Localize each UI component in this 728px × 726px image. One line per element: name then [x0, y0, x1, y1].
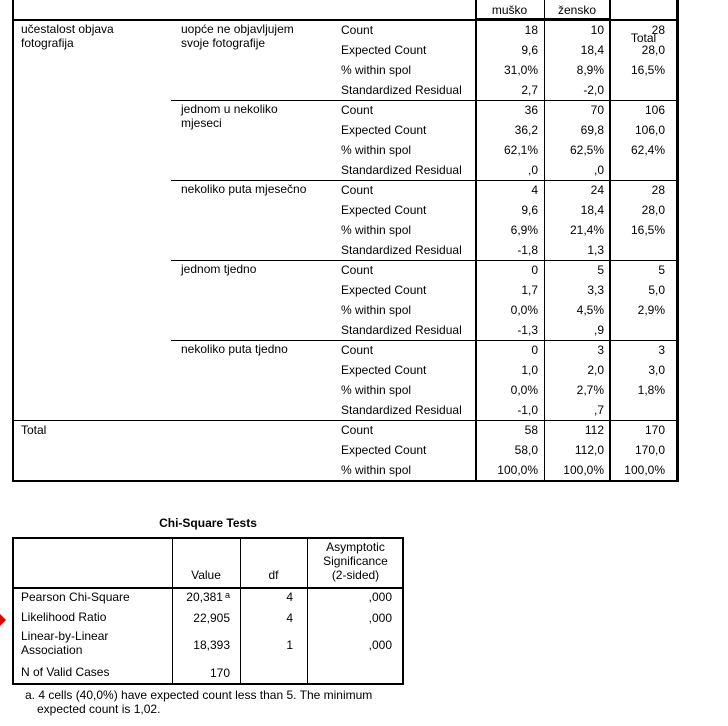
stat-label: Expected Count — [341, 363, 427, 377]
data-cell: 1,8% — [637, 383, 665, 397]
data-cell: 0,0% — [510, 383, 538, 397]
test-df: 4 — [286, 590, 293, 604]
group-divider — [171, 260, 677, 261]
group-divider — [171, 100, 677, 101]
table-left-border — [12, 0, 14, 482]
test-value — [172, 638, 230, 652]
data-cell: ,7 — [593, 403, 604, 417]
data-cell: 5,0 — [648, 283, 665, 297]
data-cell: 28 — [651, 23, 665, 37]
data-cell: 62,1% — [503, 143, 538, 157]
row-category-label-line: mjeseci — [181, 116, 222, 130]
data-cell: 0 — [531, 343, 538, 357]
test-value — [172, 666, 230, 680]
col-header-value: Value — [191, 568, 221, 582]
row-category-label — [181, 102, 278, 130]
row-category-label — [181, 182, 306, 196]
col-header-total: Total — [630, 31, 657, 45]
stat-label: Count — [341, 103, 374, 117]
data-cell: 62,5% — [569, 143, 604, 157]
test-df: 1 — [286, 638, 293, 652]
data-cell: 0 — [531, 263, 538, 277]
selection-marker-icon — [0, 614, 6, 626]
data-cell: 3 — [658, 343, 665, 357]
data-cell: 170,0 — [634, 443, 665, 457]
stat-label: Expected Count — [341, 123, 427, 137]
stat-label: Standardized Residual — [341, 403, 462, 417]
group-divider — [171, 180, 677, 181]
data-cell: -1,8 — [517, 243, 538, 257]
test-significance: ,000 — [368, 590, 392, 604]
data-cell: 21,4% — [569, 223, 604, 237]
data-cell: 3 — [597, 343, 604, 357]
footnote-line: a. 4 cells (40,0%) have expected count less than 5. The minimum — [25, 688, 373, 702]
data-cell: 3,3 — [587, 283, 604, 297]
grid-line — [240, 537, 241, 683]
row-variable-label-line: učestalost objava — [21, 22, 114, 36]
grid-line — [544, 0, 545, 482]
test-label — [21, 610, 106, 624]
row-category-label-line: jednom tjedno — [181, 262, 257, 276]
row-category-label-line: uopće ne objavljujem — [181, 22, 294, 36]
data-cell: -1,0 — [517, 403, 538, 417]
row-category-label — [181, 262, 256, 276]
test-label — [21, 590, 130, 604]
data-cell: 24 — [590, 183, 604, 197]
data-cell: ,0 — [527, 163, 538, 177]
header-bottom-border — [12, 19, 679, 21]
data-cell: 8,9% — [576, 63, 604, 77]
data-cell: 100,0% — [624, 463, 665, 477]
test-label — [21, 665, 109, 679]
test-label — [21, 629, 108, 657]
table-bottom-border — [12, 480, 679, 482]
row-category-label-line: nekoliko puta tjedno — [181, 342, 288, 356]
data-cell: 58 — [524, 423, 538, 437]
col-header-significance-line: (2-sided) — [331, 568, 380, 582]
data-cell: 100,0% — [497, 463, 538, 477]
test-significance: ,000 — [368, 638, 392, 652]
col-header-df: df — [268, 568, 279, 582]
data-cell: 10 — [590, 23, 604, 37]
data-cell: 70 — [590, 103, 604, 117]
data-cell: 28 — [651, 183, 665, 197]
data-cell: 18 — [524, 23, 538, 37]
total-label: Total — [21, 423, 47, 437]
stat-label: Count — [341, 263, 374, 277]
group-divider — [171, 340, 677, 341]
data-cell: -2,0 — [583, 83, 604, 97]
data-cell: 2,7% — [576, 383, 604, 397]
test-df: 4 — [286, 611, 293, 625]
data-cell: 0,0% — [510, 303, 538, 317]
col-header-significance-line: Asymptotic — [326, 540, 385, 554]
total-divider — [12, 420, 679, 421]
stat-label: Standardized Residual — [341, 243, 462, 257]
test-value-text: 170 — [209, 666, 230, 680]
stat-label: % within spol — [341, 303, 412, 317]
row-category-label-line: jednom u nekoliko — [181, 102, 278, 116]
test-label-line: Linear-by-Linear — [21, 629, 109, 643]
stat-label: Expected Count — [341, 283, 427, 297]
table-left-border — [12, 537, 14, 685]
data-cell: 106 — [644, 103, 665, 117]
row-category-label — [181, 342, 288, 356]
stat-label: Expected Count — [341, 203, 427, 217]
data-cell: ,0 — [593, 163, 604, 177]
data-cell: 5 — [597, 263, 604, 277]
stat-label: Expected Count — [341, 443, 427, 457]
data-cell: ,9 — [593, 323, 604, 337]
stat-label: Expected Count — [341, 43, 427, 57]
col-header-musko: muško — [491, 3, 528, 17]
data-cell: 112 — [584, 423, 604, 437]
data-cell: 170 — [644, 423, 665, 437]
footnote-marker: a — [224, 590, 230, 600]
footnote — [25, 688, 372, 716]
test-label-line: Association — [21, 643, 83, 657]
data-cell: 4,5% — [576, 303, 604, 317]
row-category-label — [181, 22, 294, 50]
stat-label: Count — [341, 183, 374, 197]
data-cell: 2,9% — [637, 303, 665, 317]
data-cell: -1,3 — [517, 323, 538, 337]
table-bottom-border — [12, 683, 404, 685]
data-cell: 9,6 — [521, 203, 538, 217]
test-value — [172, 611, 230, 625]
data-cell: 5 — [658, 263, 665, 277]
col-header-significance — [307, 540, 404, 582]
data-cell: 16,5% — [630, 223, 665, 237]
data-cell: 28,0 — [641, 43, 665, 57]
data-cell: 100,0% — [563, 463, 604, 477]
data-cell: 31,0% — [503, 63, 538, 77]
data-cell: 1,0 — [521, 363, 538, 377]
stat-label: Count — [341, 423, 374, 437]
data-cell: 4 — [531, 183, 538, 197]
data-cell: 69,8 — [580, 123, 604, 137]
data-cell: 18,4 — [580, 203, 604, 217]
data-cell: 58,0 — [514, 443, 538, 457]
stat-label: % within spol — [341, 463, 412, 477]
row-category-label-line: svoje fotografije — [181, 36, 266, 50]
data-cell: 18,4 — [580, 43, 604, 57]
stat-label: Count — [341, 343, 374, 357]
row-category-label-line: nekoliko puta mjesečno — [181, 182, 307, 196]
test-significance: ,000 — [368, 611, 392, 625]
test-value-text: 20,381 — [186, 590, 223, 604]
header-bottom-border — [12, 587, 404, 589]
col-header-significance-line: Significance — [323, 554, 388, 568]
stat-label: Standardized Residual — [341, 163, 462, 177]
test-label-line: N of Valid Cases — [21, 665, 110, 679]
test-label-line: Likelihood Ratio — [21, 610, 107, 624]
stat-label: % within spol — [341, 143, 412, 157]
data-cell: 16,5% — [630, 63, 665, 77]
stat-label: Count — [341, 23, 374, 37]
chi-square-title: Chi-Square Tests — [159, 516, 257, 530]
stat-label: % within spol — [341, 223, 412, 237]
data-cell: 1,7 — [521, 283, 538, 297]
data-cell: 28,0 — [641, 203, 665, 217]
data-cell: 36,2 — [514, 123, 538, 137]
row-variable-label-line: fotografija — [21, 36, 74, 50]
data-cell: 2,0 — [587, 363, 604, 377]
grid-line — [172, 537, 173, 683]
test-label-line: Pearson Chi-Square — [21, 590, 130, 604]
stat-label: % within spol — [341, 63, 412, 77]
row-variable-label — [21, 22, 161, 50]
data-cell: 106,0 — [634, 123, 665, 137]
data-cell: 3,0 — [648, 363, 665, 377]
test-value — [172, 590, 230, 604]
test-value-text: 22,905 — [193, 611, 230, 625]
data-cell: 62,4% — [630, 143, 665, 157]
grid-line — [676, 0, 679, 482]
stat-label: % within spol — [341, 383, 412, 397]
footnote-line: expected count is 1,02. — [37, 702, 161, 716]
data-cell: 112,0 — [574, 443, 604, 457]
data-cell: 2,7 — [521, 83, 538, 97]
test-value-text: 18,393 — [193, 638, 230, 652]
data-cell: 36 — [524, 103, 538, 117]
data-cell: 6,9% — [510, 223, 538, 237]
stat-label: Standardized Residual — [341, 323, 462, 337]
table-top-border — [12, 537, 404, 539]
stat-label: Standardized Residual — [341, 83, 462, 97]
col-header-zensko: žensko — [557, 3, 597, 17]
data-cell: 9,6 — [521, 43, 538, 57]
data-cell: 1,3 — [587, 243, 604, 257]
